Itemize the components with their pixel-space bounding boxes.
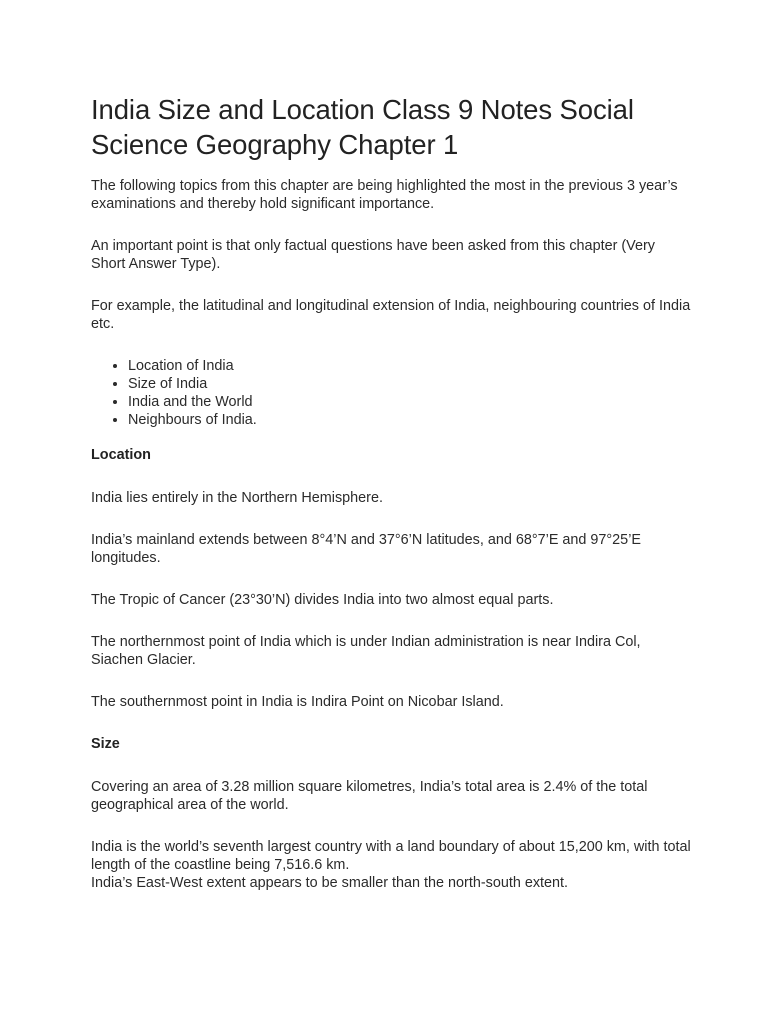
location-paragraph: The southernmost point in India is Indira Point on Nicobar Island. xyxy=(91,694,504,710)
intro-paragraph: The following topics from this chapter are being highlighted the most in the previous 3 year’s examinations and thereby hold significant importance. xyxy=(91,178,678,212)
list-item: • Neighbours of India. xyxy=(128,411,691,429)
document-page xyxy=(91,92,691,916)
size-paragraph: India’s East-West extent appears to be smaller than the north-south extent. xyxy=(91,875,569,891)
topics-list xyxy=(91,357,691,429)
list-item: • India and the World xyxy=(128,393,691,411)
size-paragraph: India is the world’s seventh largest country with a land boundary of about 15,200 km, with total length of the coastline being 7,516.6 km. xyxy=(91,839,691,873)
location-paragraph: India’s mainland extends between 8°4’N and 37°6’N latitudes, and 68°7’E and 97°25’E longitudes. xyxy=(91,532,641,566)
list-item: • Size of India xyxy=(128,375,691,393)
size-paragraph: Covering an area of 3.28 million square kilometres, India’s total area is 2.4% of the total geographical area of the world. xyxy=(91,779,648,813)
location-paragraph: The northernmost point of India which is under Indian administration is near Indira Col, Siachen Glacier. xyxy=(91,634,641,668)
list-item: • Location of India xyxy=(128,357,691,375)
location-paragraph: The Tropic of Cancer (23°30’N) divides India into two almost equal parts. xyxy=(91,592,554,608)
section-heading-size: Size xyxy=(91,736,120,752)
section-heading-location: Location xyxy=(91,447,151,463)
location-paragraph: India lies entirely in the Northern Hemisphere. xyxy=(91,490,383,506)
intro-paragraph: An important point is that only factual questions have been asked from this chapter (Very Short Answer Type). xyxy=(91,238,655,272)
intro-paragraph: For example, the latitudinal and longitudinal extension of India, neighbouring countries of India etc. xyxy=(91,298,691,332)
page-title: India Size and Location Class 9 Notes Social Science Geography Chapter 1 xyxy=(91,94,634,160)
